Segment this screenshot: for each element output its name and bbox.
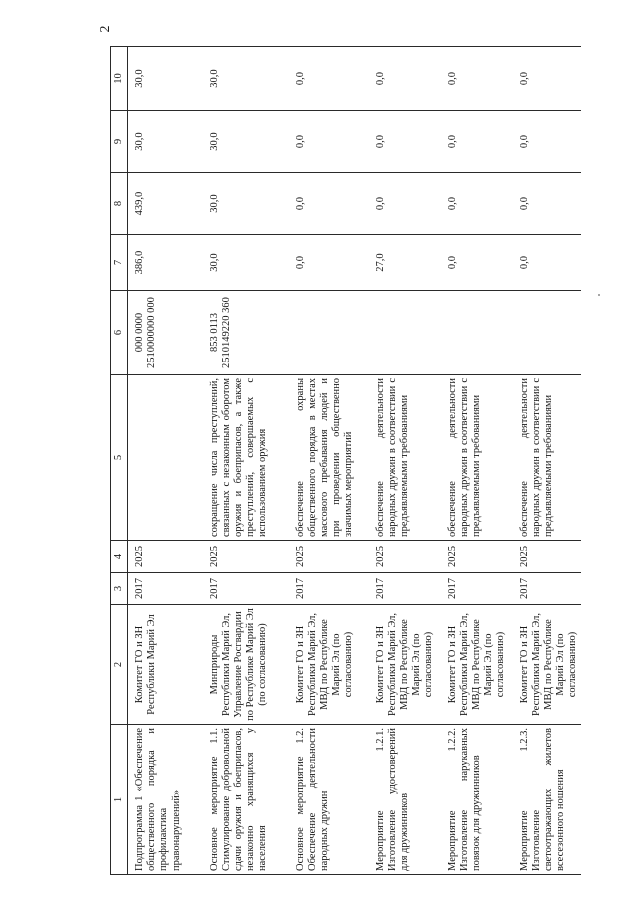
amount-cell: 0,0 [444, 235, 516, 291]
budget-code-cell [292, 291, 372, 375]
amount-cell: 0,0 [444, 111, 516, 173]
amount-cell: 0,0 [444, 173, 516, 235]
amount-cell: 0,0 [292, 235, 372, 291]
executor-cell: Комитет ГО и ЗН Республики Марий Эл, МВД по Республике Марий Эл (по согласованию) [292, 605, 372, 725]
budget-code-cell [516, 291, 582, 375]
end-year-cell: 2025 [206, 541, 292, 573]
start-year-cell: 2017 [516, 573, 582, 605]
amount-cell: 30,0 [128, 47, 206, 111]
amount-cell: 0,0 [292, 47, 372, 111]
column-header: 6 [111, 291, 128, 375]
executor-cell: Комитет ГО и ЗН Республики Марий Эл, МВД по Республике Марий Эл (по согласованию) [444, 605, 516, 725]
amount-cell: 0,0 [444, 47, 516, 111]
budget-code-cell: 853 0113 2510149220 360 [206, 291, 292, 375]
expected-result-cell: обеспечение охраны общественного порядка в местах массового пребывания людей и при проведении общественно значимых мероприятий [292, 375, 372, 541]
amount-cell: 0,0 [372, 173, 444, 235]
rotated-table-area [98, 25, 579, 875]
start-year-cell: 2017 [444, 573, 516, 605]
amount-cell: 0,0 [372, 47, 444, 111]
executor-cell: Комитет ГО и ЗН Республики Марий Эл, МВД по Республике Марий Эл (по согласованию) [372, 605, 444, 725]
executor-cell: Минприроды Республики Марий Эл, Управление Росгвардии по Республике Марий Эл (по согласованию) [206, 605, 292, 725]
table-row [444, 47, 516, 875]
scan-speck [598, 294, 600, 296]
amount-cell: 0,0 [516, 235, 582, 291]
amount-cell: 439,0 [128, 173, 206, 235]
event-name-cell: Мероприятие 1.2.2. Изготовление нарукавных повязок для дружинников [444, 725, 516, 875]
start-year-cell: 2017 [128, 573, 206, 605]
amount-cell: 0,0 [292, 173, 372, 235]
table-row [128, 47, 206, 875]
amount-cell: 0,0 [516, 47, 582, 111]
event-name-cell: Мероприятие 1.2.3. Изготовление светоотражающих жилетов всесезонного ношения [516, 725, 582, 875]
end-year-cell: 2025 [372, 541, 444, 573]
amount-cell: 0,0 [292, 111, 372, 173]
program-table [110, 46, 581, 875]
expected-result-cell: обеспечение деятельности народных дружин в соответствии с предъявляемыми требованиями [372, 375, 444, 541]
amount-cell: 30,0 [128, 111, 206, 173]
budget-code-cell [372, 291, 444, 375]
column-header: 8 [111, 173, 128, 235]
expected-result-cell [128, 375, 206, 541]
column-header: 2 [111, 605, 128, 725]
column-number-row [111, 47, 128, 875]
start-year-cell: 2017 [372, 573, 444, 605]
amount-cell: 0,0 [372, 111, 444, 173]
amount-cell: 30,0 [206, 111, 292, 173]
table-row [292, 47, 372, 875]
column-header: 10 [111, 47, 128, 111]
table-row [372, 47, 444, 875]
budget-code-cell [444, 291, 516, 375]
expected-result-cell: обеспечение деятельности народных дружин в соответствии с предъявляемыми требованиями [444, 375, 516, 541]
expected-result-cell: сокращение числа преступлений, связанных с незаконным оборотом оружия и боеприпасов, а также преступлений, совершаемых с использованием оружия [206, 375, 292, 541]
amount-cell: 0,0 [516, 111, 582, 173]
event-name-cell: Основное мероприятие 1.2. Обеспечение деятельности народных дружин [292, 725, 372, 875]
amount-cell: 30,0 [206, 173, 292, 235]
amount-cell: 30,0 [206, 47, 292, 111]
event-name-cell: Основное мероприятие 1.1. Стимулирование добровольной сдачи оружия и боеприпасов, незаконно хранящихся у населения [206, 725, 292, 875]
page-number: 2 [98, 25, 113, 33]
budget-code-cell: 000 0000 2510000000 000 [128, 291, 206, 375]
event-name-cell: Мероприятие 1.2.1. Изготовление удостоверений для дружинников [372, 725, 444, 875]
column-header: 3 [111, 573, 128, 605]
expected-result-cell: обеспечение деятельности народных дружин в соответствии с предъявляемыми требованиями [516, 375, 582, 541]
table-row [206, 47, 292, 875]
column-header: 7 [111, 235, 128, 291]
executor-cell: Комитет ГО и ЗН Республики Марий Эл, МВД по Республике Марий Эл (по согласованию) [516, 605, 582, 725]
event-name-cell: Подпрограмма 1 «Обеспечение общественного порядка и профилактика правонарушений» [128, 725, 206, 875]
end-year-cell: 2025 [128, 541, 206, 573]
column-header: 5 [111, 375, 128, 541]
start-year-cell: 2017 [206, 573, 292, 605]
table-row [516, 47, 582, 875]
amount-cell: 0,0 [516, 173, 582, 235]
column-header: 1 [111, 725, 128, 875]
amount-cell: 386,0 [128, 235, 206, 291]
end-year-cell: 2025 [292, 541, 372, 573]
amount-cell: 27,0 [372, 235, 444, 291]
amount-cell: 30,0 [206, 235, 292, 291]
executor-cell: Комитет ГО и ЗН Республики Марий Эл [128, 605, 206, 725]
column-header: 9 [111, 111, 128, 173]
end-year-cell: 2025 [516, 541, 582, 573]
column-header: 4 [111, 541, 128, 573]
start-year-cell: 2017 [292, 573, 372, 605]
end-year-cell: 2025 [444, 541, 516, 573]
